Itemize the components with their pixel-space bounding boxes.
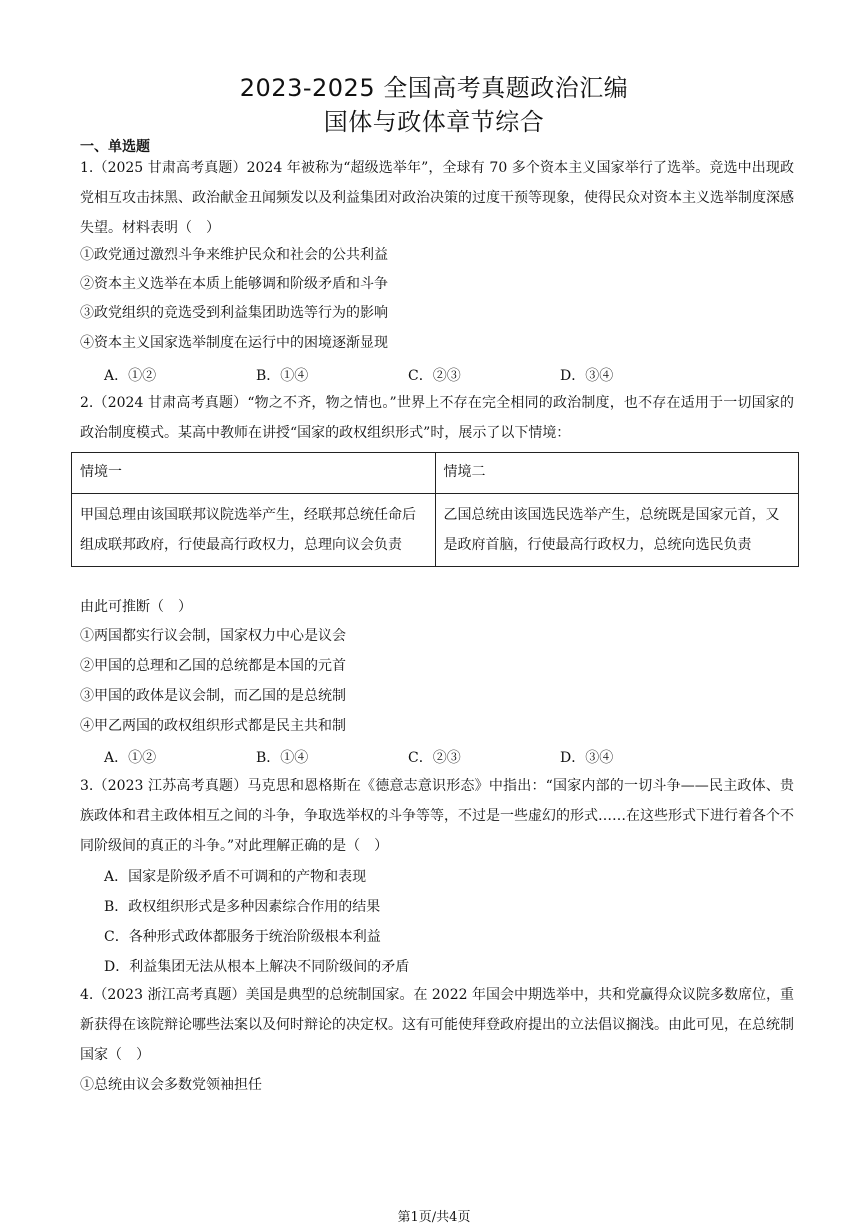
q1-item-2: ②资本主义选举在本质上能够调和阶级矛盾和斗争 xyxy=(80,276,388,292)
q2-item-2: ②甲国的总理和乙国的总统都是本国的元首 xyxy=(80,658,346,674)
q2-item-1: ①两国都实行议会制，国家权力中心是议会 xyxy=(80,628,346,644)
q1-option-b: B．①④ xyxy=(256,368,309,384)
q1-option-a: A．①② xyxy=(104,368,157,384)
q1-options xyxy=(104,365,712,385)
q2-item-4: ④甲乙两国的政权组织形式都是民主共和制 xyxy=(80,718,346,734)
table-cell-situation-2: 乙国总统由该国选民选举产生，总统既是国家元首，又是政府首脑，行使最高行政权力，总统向选民负责 xyxy=(435,494,799,567)
q1-item-1: ①政党通过激烈斗争来维护民众和社会的公共利益 xyxy=(80,247,388,263)
page-number: 第1页/共4页 xyxy=(397,1210,471,1225)
q2-item-3: ③甲国的政体是议会制，而乙国的是总统制 xyxy=(80,688,346,704)
question-1-stem: 1.（2025 甘肃高考真题）2024 年被称为“超级选举年”，全球有 70 多个资本主义国家举行了选举。竞选中出现政党相互攻击抹黑、政治献金丑闻频发以及利益集团对政治决策的过度干预等现象，使得民众对资本主义选举制度深感失望。材料表明（ ） xyxy=(80,160,794,236)
q2-options xyxy=(104,747,712,767)
q1-item-4: ④资本主义国家选举制度在运行中的困境逐渐显现 xyxy=(80,335,388,351)
question-4-stem: 4.（2023 浙江高考真题）美国是典型的总统制国家。在 2022 年国会中期选举中，共和党赢得众议院多数席位，重新获得在该院辩论哪些法案以及何时辩论的决定权。这有可能使拜登政府提出的立法倡议搁浅。由此可见，在总统制国家（ ） xyxy=(80,987,794,1063)
table-header-situation-1: 情境一 xyxy=(72,453,436,494)
q3-option-a: A．国家是阶级矛盾不可调和的产物和表现 xyxy=(104,869,367,885)
table-cell-situation-1: 甲国总理由该国联邦议院选举产生，经联邦总统任命后组成联邦政府，行使最高行政权力，总理向议会负责 xyxy=(72,494,436,567)
q1-option-d: D．③④ xyxy=(560,368,614,384)
q2-option-c: C．②③ xyxy=(408,750,461,766)
q1-item-3: ③政党组织的竞选受到利益集团助选等行为的影响 xyxy=(80,305,388,321)
table-header-situation-2: 情境二 xyxy=(435,453,799,494)
q1-option-c: C．②③ xyxy=(408,368,461,384)
doc-title-line2: 国体与政体章节综合 xyxy=(323,108,545,136)
section-heading: 一、单选题 xyxy=(80,139,150,155)
q3-option-c: C．各种形式政体都服务于统治阶级根本利益 xyxy=(104,929,381,945)
q3-option-b: B．政权组织形式是多种因素综合作用的结果 xyxy=(104,899,381,915)
q2-option-b: B．①④ xyxy=(256,750,309,766)
question-2-stem: 2.（2024 甘肃高考真题）“物之不齐，物之情也。”世界上不存在完全相同的政治制度，也不存在适用于一切国家的政治制度模式。某高中教师在讲授“国家的政权组织形式”时，展示了以下情境： xyxy=(80,395,794,441)
q3-option-d: D．利益集团无法从根本上解决不同阶级间的矛盾 xyxy=(104,959,410,975)
q2-option-a: A．①② xyxy=(104,750,157,766)
q4-item-1: ①总统由议会多数党领袖担任 xyxy=(80,1077,262,1093)
q2-option-d: D．③④ xyxy=(560,750,614,766)
q2-lead: 由此可推断（ ） xyxy=(80,599,192,615)
situation-table xyxy=(71,452,799,567)
doc-title-line1: 2023-2025 全国高考真题政治汇编 xyxy=(239,74,629,102)
question-3-stem: 3.（2023 江苏高考真题）马克思和恩格斯在《德意志意识形态》中指出：“国家内部的一切斗争——民主政体、贵族政体和君主政体相互之间的斗争，争取选举权的斗争等等，不过是一些虚幻的形式……在这些形式下进行着各个不同阶级间的真正的斗争。”对此理解正确的是（ ） xyxy=(80,778,794,854)
